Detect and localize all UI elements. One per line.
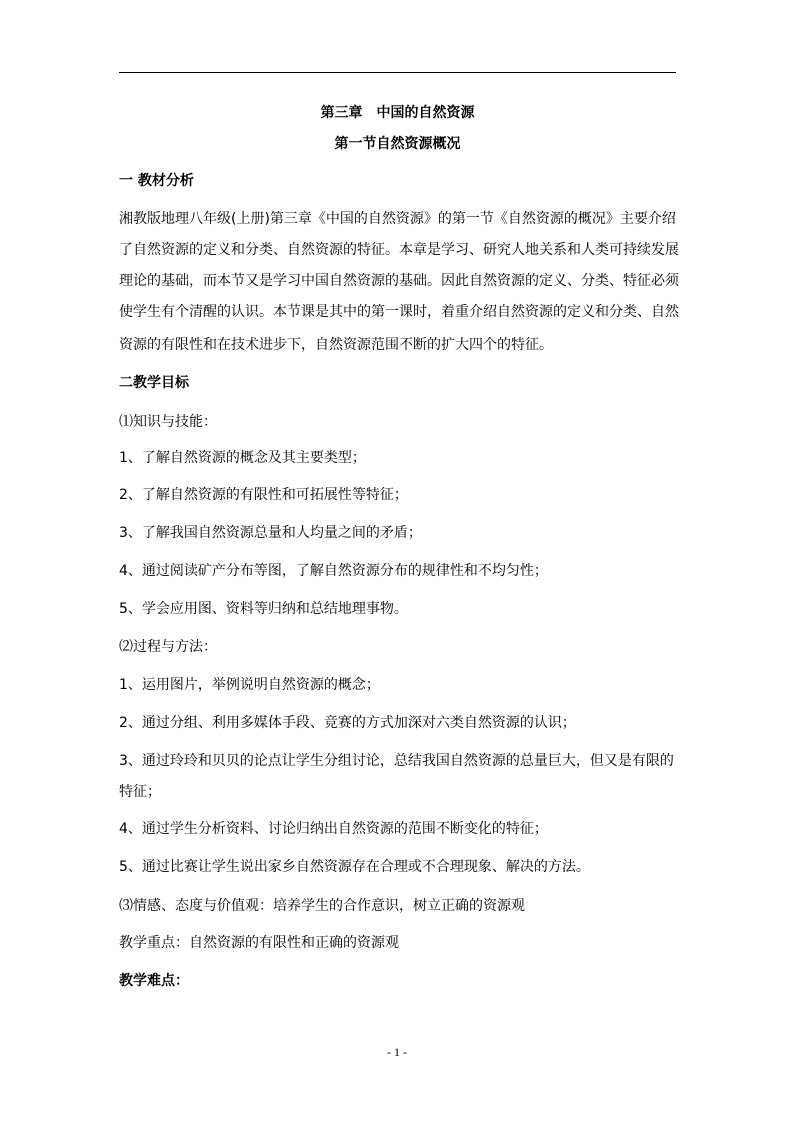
analysis-line: 理论的基础，而本节又是学习中国自然资源的基础。因此自然资源的定义、分类、特征必须 — [119, 273, 679, 289]
teaching-difficulty-heading: 教学难点： — [119, 973, 189, 989]
analysis-line: 湘教版地理八年级(上册)第三章《中国的自然资源》的第一节《自然资源的概况》主要介绍 — [119, 211, 676, 227]
process-item: 4、通过学生分析资料、讨论归纳出自然资源的范围不断变化的特征； — [119, 821, 548, 837]
knowledge-item: 3、了解我国自然资源总量和人均量之间的矛盾； — [119, 525, 422, 541]
heading-teaching-material-analysis: 一 教材分析 — [119, 173, 194, 189]
knowledge-item: 5、学会应用图、资料等归纳和总结地理事物。 — [119, 601, 408, 617]
analysis-line: 使学生有个清醒的认识。本节课是其中的第一课时，着重介绍自然资源的定义和分类、自然 — [119, 304, 679, 320]
knowledge-item: 4、通过阅读矿产分布等图，了解自然资源分布的规律性和不均匀性； — [119, 563, 548, 579]
analysis-line: 资源的有限性和在技术进步下，自然资源范围不断的扩大四个的特征。 — [119, 337, 553, 353]
attitude-line: ⑶情感、态度与价值观：培养学生的合作意识，树立正确的资源观 — [119, 898, 525, 914]
heading-teaching-objectives: 二教学目标 — [119, 375, 189, 391]
chapter-title: 第三章 中国的自然资源 — [320, 105, 475, 121]
process-item-continuation: 特征； — [119, 784, 161, 800]
process-item: 3、通过玲玲和贝贝的论点让学生分组讨论，总结我国自然资源的总量巨大，但又是有限的 — [119, 753, 674, 769]
page-number: - 1 - — [387, 1045, 407, 1059]
knowledge-heading: ⑴知识与技能： — [119, 414, 217, 430]
process-item: 1、运用图片，举例说明自然资源的概念； — [119, 677, 380, 693]
process-item: 5、通过比赛让学生说出家乡自然资源存在合理或不合理现象、解决的方法。 — [119, 859, 590, 875]
header-rule — [119, 72, 676, 73]
analysis-line: 了自然资源的定义和分类、自然资源的特征。本章是学习、研究人地关系和人类可持续发展 — [119, 242, 679, 258]
knowledge-item: 1、了解自然资源的概念及其主要类型； — [119, 450, 366, 466]
process-item: 2、通过分组、利用多媒体手段、竞赛的方式加深对六类自然资源的认识； — [119, 715, 576, 731]
knowledge-item: 2、了解自然资源的有限性和可拓展性等特征； — [119, 487, 408, 503]
process-heading: ⑵过程与方法： — [119, 639, 217, 655]
teaching-key-point: 教学重点：自然资源的有限性和正确的资源观 — [119, 935, 399, 951]
section-title: 第一节自然资源概况 — [334, 136, 461, 152]
